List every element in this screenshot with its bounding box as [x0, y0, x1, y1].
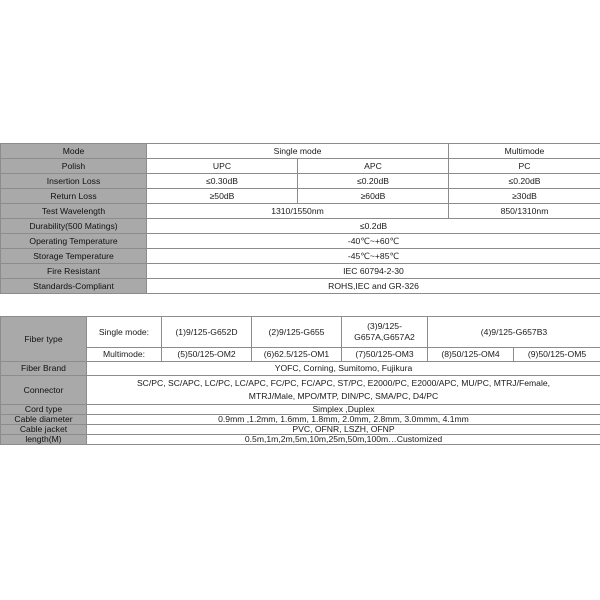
- fiber-om2: (5)50/125-OM2: [162, 348, 252, 362]
- fiber-g655: (2)9/125-G655: [252, 317, 342, 348]
- fiber-om4: (8)50/125-OM4: [428, 348, 514, 362]
- durability-value: ≤0.2dB: [147, 219, 600, 234]
- cable-jacket-label: Cable jacket: [1, 425, 87, 435]
- cable-jacket-value: PVC, OFNR, LSZH, OFNP: [87, 425, 600, 435]
- connector-line-2: MTRJ/Male, MPO/MTP, DIN/PC, SMA/PC, D4/PC: [248, 391, 439, 401]
- return-loss-pc: ≥30dB: [449, 189, 600, 204]
- test-wavelength-label: Test Wavelength: [1, 204, 147, 219]
- length-row: [1, 435, 600, 445]
- cable-diameter-label: Cable diameter: [1, 415, 87, 425]
- cable-jacket-row: [1, 425, 600, 435]
- durability-row: [1, 219, 600, 234]
- insertion-loss-upc: ≤0.30dB: [147, 174, 298, 189]
- standards-value: ROHS,IEC and GR-326: [147, 279, 600, 294]
- cable-diameter-row: [1, 415, 600, 425]
- test-wavelength-single: 1310/1550nm: [147, 204, 449, 219]
- storage-temperature-row: [1, 249, 600, 264]
- fiber-type-single-row: [1, 317, 600, 348]
- fiber-g657b3: (4)9/125-G657B3: [428, 317, 600, 348]
- operating-temperature-value: -40℃~+60℃: [147, 234, 600, 249]
- return-loss-apc: ≥60dB: [298, 189, 449, 204]
- fiber-brand-row: [1, 362, 600, 376]
- single-mode-label: Single mode:: [87, 317, 162, 348]
- insertion-loss-label: Insertion Loss: [1, 174, 147, 189]
- fire-resistant-value: IEC 60794-2-30: [147, 264, 600, 279]
- test-wavelength-row: [1, 204, 600, 219]
- fiber-brand-value: YOFC, Corning, Sumitomo, Fujikura: [87, 362, 600, 376]
- insertion-loss-row: [1, 174, 600, 189]
- mode-label: Mode: [1, 144, 147, 159]
- insertion-loss-pc: ≤0.20dB: [449, 174, 600, 189]
- connector-line-1: SC/PC, SC/APC, LC/PC, LC/APC, FC/PC, FC/APC, ST/PC, E2000/PC, E2000/APC, MU/PC, MTRJ/Female,: [136, 378, 551, 388]
- multimode-header: Multimode: [449, 144, 600, 159]
- storage-temperature-label: Storage Temperature: [1, 249, 147, 264]
- mode-spec-table: [0, 143, 600, 294]
- fiber-g657a: (3)9/125-G657A,G657A2: [342, 317, 428, 348]
- polish-apc: APC: [298, 159, 449, 174]
- polish-row: [1, 159, 600, 174]
- fiber-om5: (9)50/125-OM5: [514, 348, 600, 362]
- polish-pc: PC: [449, 159, 600, 174]
- durability-label: Durability(500 Matings): [1, 219, 147, 234]
- cord-type-label: Cord type: [1, 405, 87, 415]
- fire-resistant-label: Fire Resistant: [1, 264, 147, 279]
- connector-row: [1, 376, 600, 405]
- fiber-g652d: (1)9/125-G652D: [162, 317, 252, 348]
- standards-label: Standards-Compliant: [1, 279, 147, 294]
- return-loss-label: Return Loss: [1, 189, 147, 204]
- fiber-om1: (6)62.5/125-OM1: [252, 348, 342, 362]
- fiber-brand-label: Fiber Brand: [1, 362, 87, 376]
- single-mode-header: Single mode: [147, 144, 449, 159]
- operating-temperature-label: Operating Temperature: [1, 234, 147, 249]
- length-value: 0.5m,1m,2m,5m,10m,25m,50m,100m…Customized: [87, 435, 600, 445]
- return-loss-row: [1, 189, 600, 204]
- polish-upc: UPC: [147, 159, 298, 174]
- mode-row: [1, 144, 600, 159]
- operating-temperature-row: [1, 234, 600, 249]
- cord-type-row: [1, 405, 600, 415]
- fiber-spec-table: [0, 316, 600, 445]
- insertion-loss-apc: ≤0.20dB: [298, 174, 449, 189]
- cord-type-value: Simplex ,Duplex: [87, 405, 600, 415]
- fiber-type-label: Fiber type: [1, 317, 87, 362]
- multimode-label: Multimode:: [87, 348, 162, 362]
- cable-diameter-value: 0.9mm ,1.2mm, 1.6mm, 1.8mm, 2.0mm, 2.8mm, 3.0mmm, 4.1mm: [87, 415, 600, 425]
- fiber-type-multi-row: [1, 348, 600, 362]
- polish-label: Polish: [1, 159, 147, 174]
- fire-resistant-row: [1, 264, 600, 279]
- connector-label: Connector: [1, 376, 87, 405]
- fiber-om3: (7)50/125-OM3: [342, 348, 428, 362]
- length-label: length(M): [1, 435, 87, 445]
- standards-row: [1, 279, 600, 294]
- connector-value: [87, 376, 600, 405]
- test-wavelength-multi: 850/1310nm: [449, 204, 600, 219]
- storage-temperature-value: -45℃~+85℃: [147, 249, 600, 264]
- return-loss-upc: ≥50dB: [147, 189, 298, 204]
